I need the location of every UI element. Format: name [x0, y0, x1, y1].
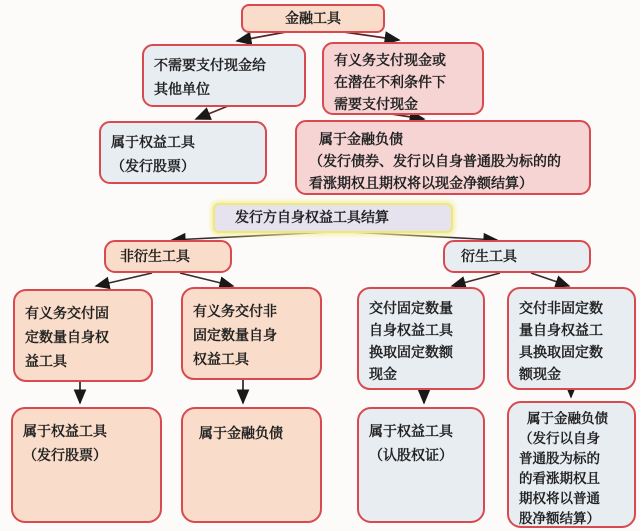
node-variable-quantity-obligation [181, 287, 322, 380]
node-text: 看涨期权且期权将以现金净额结算） [309, 175, 533, 191]
node-text: 交付固定数量 [369, 300, 453, 316]
node-text: 属于金融负债 [527, 411, 608, 426]
node-text: 属于权益工具 [23, 423, 107, 439]
node-text: 非衍生工具 [120, 247, 190, 264]
node-text: 普通股为标的 [519, 451, 600, 466]
node-cash-obligation [322, 42, 484, 115]
node-text: （认股权证） [369, 447, 453, 463]
node-text: 期权将以普通 [519, 491, 600, 506]
node-settled-in-own-equity [213, 203, 453, 233]
node-text: 益工具 [25, 353, 67, 369]
node-text: （发行债券、发行以自身普通股为标的的 [309, 153, 561, 169]
node-text: 具换取固定数 [519, 344, 603, 360]
node-text: （发行股票） [111, 158, 195, 174]
node-fixed-for-fixed-cash [357, 287, 485, 390]
node-text: 需要支付现金 [334, 96, 418, 112]
node-result-financial-liability [181, 407, 322, 523]
node-text: 额现金 [519, 366, 561, 382]
node-text: 不需要支付现金给 [154, 57, 266, 73]
node-text: 属于金融负债 [319, 131, 403, 147]
node-text: 股净额结算） [519, 511, 600, 526]
node-text: （发行以自身 [519, 431, 600, 446]
node-text: 属于权益工具 [111, 134, 195, 150]
node-text: 量自身权益工 [519, 322, 603, 338]
node-text: 属于金融负债 [199, 425, 283, 441]
node-text: 有义务支付现金或 [334, 52, 446, 68]
node-fixed-quantity-obligation [13, 289, 153, 382]
node-non-derivative [104, 240, 232, 273]
node-text: 有义务交付固 [25, 305, 109, 321]
node-text: 现金 [369, 366, 397, 382]
node-text: 其他单位 [154, 81, 210, 97]
node-text: 发行方自身权益工具结算 [235, 209, 389, 226]
node-text: 换取固定数额 [369, 344, 453, 360]
node-result-equity-stock [11, 407, 162, 523]
node-text: 的看涨期权且 [519, 471, 600, 486]
node-variable-for-fixed-cash [507, 287, 636, 390]
node-text: 自身权益工具 [369, 322, 453, 338]
node-text: 衍生工具 [461, 247, 517, 264]
node-text: 固定数量自身 [193, 327, 277, 343]
node-financial-liability-bond-option [295, 120, 591, 195]
node-text: 属于权益工具 [369, 423, 453, 439]
node-text: （发行股票） [23, 447, 107, 463]
node-result-liability-option [507, 401, 636, 528]
node-derivative [443, 240, 591, 273]
node-text: 有义务交付非 [193, 303, 277, 319]
node-result-equity-warrant [357, 407, 485, 523]
node-text: 在潜在不利条件下 [334, 74, 446, 90]
node-text: 定数量自身权 [25, 329, 109, 345]
node-text: 权益工具 [193, 351, 249, 367]
node-text: 交付非固定数 [519, 300, 603, 316]
node-no-cash-obligation [142, 44, 306, 107]
node-equity-instrument-stock [99, 121, 267, 184]
node-text: 金融工具 [285, 9, 341, 26]
node-financial-instrument [241, 4, 385, 33]
